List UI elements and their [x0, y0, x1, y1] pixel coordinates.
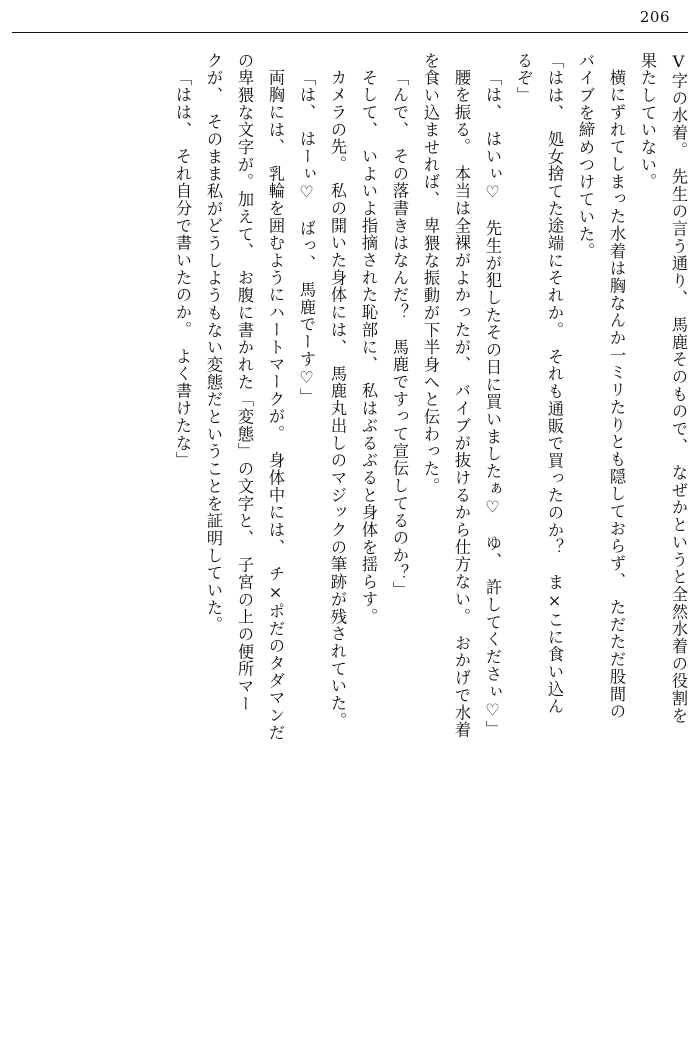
text-line: 果たしていない。: [638, 52, 657, 191]
text-line: 「はは、 それ自分で書いたのか。 よく書けたな」: [173, 69, 192, 470]
text-line: るぞ」: [514, 52, 533, 105]
header-rule: [12, 32, 688, 33]
text-line: そして、 いよいよ指摘された恥部に、 私はぶるぶると身体を揺らす。: [359, 69, 378, 626]
text-line: バイブを締めつけていた。: [576, 52, 595, 261]
text-line: 「は、 はいぃ♡ 先生が犯したその日に買いましたぁ♡ ゆ、 許してくださぃ♡」: [483, 69, 502, 738]
text-line: の卑猥な文字が。加えて、 お腹に書かれた「変態」の文字と、 子宮の上の便所マー: [235, 52, 254, 713]
text-line: 腰を振る。 本当は全裸がよかったが、 バイブが抜けるから仕方ない。 おかげで水着: [452, 69, 471, 739]
text-line: 「はは、 処女捨てた途端にそれか。 それも通販で買ったのか？ ま×こに食い込ん: [545, 52, 564, 716]
text-line: 「は、 はーぃ♡ ばっ、 馬鹿でーす♡」: [297, 69, 316, 406]
text-line: V字の水着。 先生の言う通り、 馬鹿そのもので、 なぜかというと全然水着の役割を: [669, 52, 688, 725]
text-line: を食い込ませれば、 卑猥な振動が下半身へと伝わった。: [421, 52, 440, 495]
page-number: 206: [639, 8, 670, 26]
page-body: [20, 52, 686, 1024]
text-line: 横にずれてしまった水着は胸なんか一ミリたりとも隠しておらず、 ただただ股間の: [607, 69, 626, 721]
text-line: カメラの先。 私の開いた身体には、 馬鹿丸出しのマジックの筆跡が残されていた。: [328, 69, 347, 730]
text-line: 両胸には、 乳輪を囲むようにハートマークが。 身体中には、 チ×ポだのタダマンだ: [266, 69, 285, 742]
text-line: クが、 そのまま私がどうしようもない変態だということを証明していた。: [204, 52, 223, 634]
text-line: 「んで、 その落書きはなんだ？ 馬鹿ですって宣伝してるのか？」: [390, 69, 409, 599]
